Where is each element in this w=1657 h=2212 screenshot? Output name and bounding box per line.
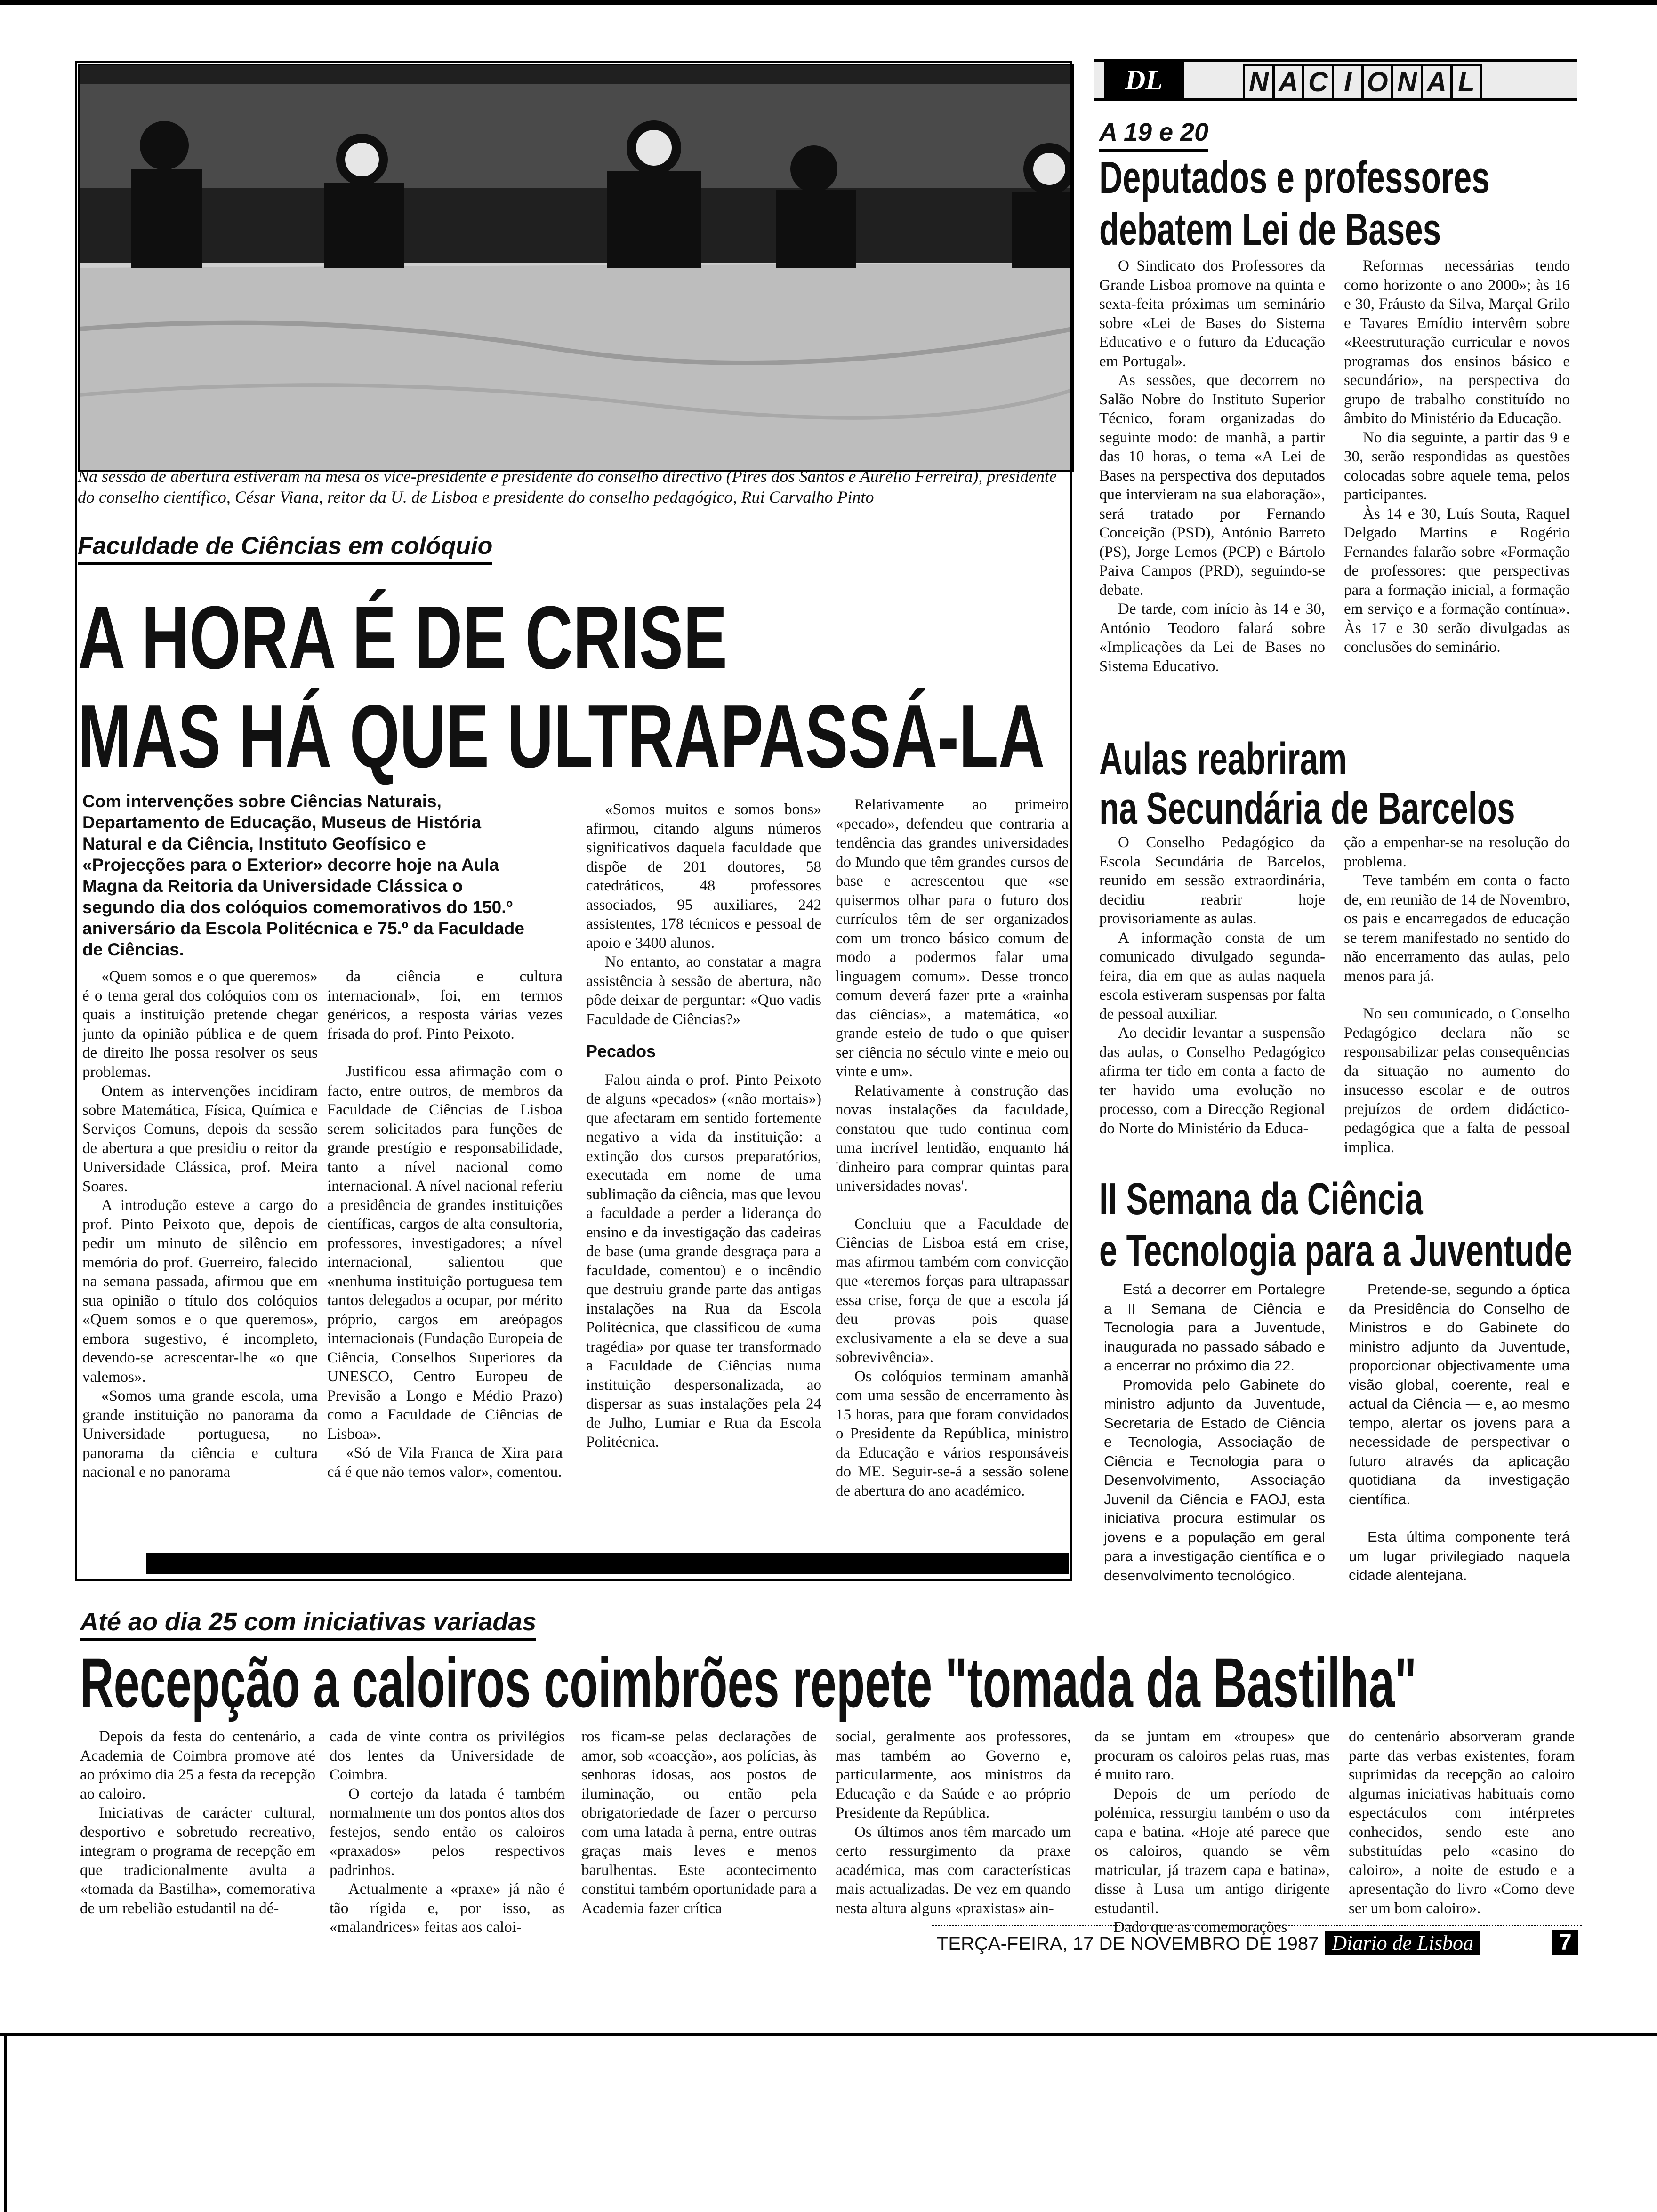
main-col-1 bbox=[82, 967, 318, 1482]
section-label-letters bbox=[1243, 64, 1480, 101]
story4-col1-p1: Está a decorrer em Portalegre a II Semana de Ciência e Tecnologia para a Juventude, inaugurada no passado sábado e a encerrar no próximo dia 22. bbox=[1104, 1281, 1325, 1374]
story5-col6-p1: do centenário absorveram grande parte das verbas existentes, foram suprimidas da recepção ao caloiro algumas iniciativas habituais como espectáculos com intérpretes conhecidos, sendo este ano substituídas pelo «casino do caloiro», a noite de estudo e a apresentação do livro «Como deve ser um bom caloiro». bbox=[1349, 1728, 1575, 1917]
story2-col1-p1: O Sindicato dos Professores da Grande Lisboa promove na quinta e sexta-feita próximas um seminário sobre «Lei de Bases do Sistema Educativo e o futuro da Educação em Portugal». bbox=[1099, 257, 1325, 370]
news-photo bbox=[78, 64, 1074, 472]
story4-col1-p2: Promovida pelo Gabinete do ministro adjunto da Juventude, Secretaria de Estado de Ciência e Tecnologia, Associação de Ciência e Tecnologia para o Desenvolvimento, Associação Juvenil da Ciência e FAOJ, esta iniciativa procura estimular os jovens e a população em geral para a investigação científica e o desenvolvimento tecnológico. bbox=[1104, 1376, 1325, 1584]
section-letter: A bbox=[1272, 64, 1304, 101]
main-kicker bbox=[78, 532, 492, 565]
footer-rule bbox=[932, 1925, 1582, 1926]
main-col3-p2: No entanto, ao constatar a magra assistência à sessão de abertura, não pôde deixar de perguntar: «Quo vadis Faculdade de Ciências?» bbox=[586, 954, 821, 1028]
main-col-4 bbox=[836, 795, 1069, 1500]
section-letter: C bbox=[1302, 64, 1334, 101]
main-col1-p4: «Somos uma grande escola, uma grande instituição no panorama da Universidade portuguesa, no panorama da ciência e cultura nacional e no panorama bbox=[82, 1387, 318, 1481]
story5-col4-p1: social, geralmente aos professores, mas também ao Governo e, particularmente, aos ministros da Educação e da Saúde e ao próprio Presidente da República. bbox=[836, 1728, 1071, 1821]
story2-col2-p2: No dia seguinte, a partir das 9 e 30, serão respondidas as questões colocadas sobre aquele tema, pelos participantes. bbox=[1344, 429, 1570, 503]
story5-col2-p1: cada de vinte contra os privilégios dos lentes da Universidade de Coimbra. bbox=[330, 1728, 565, 1783]
section-letter: N bbox=[1243, 64, 1275, 101]
footer bbox=[937, 1930, 1578, 1956]
main-col1-p1: «Quem somos e o que queremos» é o tema geral dos colóquios com os quais a instituição pretende chegar junto da opinião pública e de quem de direito lhe possa resolver os seus problemas. bbox=[82, 968, 318, 1081]
story2-headline-line2: debatem Lei de Bases bbox=[1099, 204, 1441, 255]
section-letter: L bbox=[1450, 64, 1482, 101]
story5-col2-p2: O cortejo da latada é também normalmente um dos pontos altos dos festejos, sendo então os caloiros «praxados» pelos respectivos padrinhos. bbox=[330, 1785, 565, 1879]
story5-col2-p3: Actualmente a «praxe» já não é tão rígida e, por isso, as «malandrices» feitas aos caloi- bbox=[330, 1881, 565, 1936]
story2-kicker-text: A 19 e 20 bbox=[1099, 118, 1208, 152]
story4-col-1 bbox=[1104, 1280, 1325, 1585]
main-col1-p2: Ontem as intervenções incidiram sobre Matemática, Física, Química e Serviços Comuns, depois da sessão de abertura a que presidiu o reitor da Universidade Clássica, prof. Meira Soares. bbox=[82, 1082, 318, 1195]
photo-caption: Na sessão de abertura estiveram na mesa os vice-presidente e presidente do conselho directivo (Pires dos Santos e Aurélio Ferreira), presidente do conselho científico, César Viana, reitor da U. de Lisboa e presidente do conselho pedagógico, Rui Carvalho Pinto bbox=[78, 467, 1057, 506]
story3-col2-p3: No seu comunicado, o Conselho Pedagógico declara não se responsabilizar pelas consequências da situação no aumento do insucesso escolar e de outros prejuízos de ordem didáctico-pedagógica que a falta de pessoal implica. bbox=[1344, 1005, 1570, 1156]
story5-col-1 bbox=[80, 1727, 315, 1918]
story5-col5-p3: Dado que as comemorações bbox=[1113, 1919, 1287, 1936]
main-story-bottom-bar bbox=[146, 1553, 1069, 1574]
story5-col1-p2: Iniciativas de carácter cultural, desportivo e sobretudo recreativo, integram o programa de recepção em que tradicionalmente avulta a «tomada da Bastilha», comemorativa de um rebelião estudantil na dé- bbox=[80, 1804, 315, 1917]
main-col-3 bbox=[586, 800, 821, 1452]
section-letter: A bbox=[1421, 64, 1453, 101]
section-letter: I bbox=[1332, 64, 1364, 101]
story5-kicker-text: Até ao dia 25 com iniciativas variadas bbox=[80, 1607, 536, 1641]
story4-headline-line1: II Semana da Ciência bbox=[1099, 1174, 1423, 1224]
section-letter: N bbox=[1391, 64, 1423, 101]
story2-col1-p3: De tarde, com início às 14 e 30, António Teodoro falará sobre «Implicações da Lei de Bases no Sistema Educativo. bbox=[1099, 601, 1325, 675]
story3-headline-line2: na Secundária de Barcelos bbox=[1099, 783, 1515, 834]
story3-col1-p1: O Conselho Pedagógico da Escola Secundária de Barcelos, reunido em sessão extraordinária, decidiu reabrir hoje provisoriamente as aulas. bbox=[1099, 834, 1325, 927]
main-col3-p1: «Somos muitos e somos bons» afirmou, citando alguns números significativos daquela faculdade que dispõe de 201 doutores, 58 catedráticos, 48 professores associados, 95 auxiliares, 242 assistentes, 178 técnicos e pessoal de apoio e 3400 alunos. bbox=[586, 801, 821, 952]
main-col4-p3: Concluiu que a Faculdade de Ciências de Lisboa está em crise, mas afirmou também com convicção que «teremos forças para ultrapassar essa crise, força de que a escola já deu provas pois quase exclusivamente a ela se deve a sua sobrevivência». bbox=[836, 1215, 1069, 1366]
main-col-2 bbox=[327, 967, 563, 1482]
story3-headline-line1: Aulas reabriram bbox=[1099, 734, 1347, 784]
story2-col1-p2: As sessões, que decorrem no Salão Nobre do Instituto Superior Técnico, foram organizadas do seguinte modo: de manhã, a partir das 10 horas, o tema «A Lei de Bases na perspectiva dos deputados que intervieram na sua elaboração», será tratado por Fernando Conceição (PSD), António Barreto (PS), Jorge Lemos (PCP) e Bártolo Paiva Campos (PRD), seguindo-se debate. bbox=[1099, 372, 1325, 599]
page-number: 7 bbox=[1552, 1930, 1578, 1955]
main-col1-p3: A introdução esteve a cargo do prof. Pinto Peixoto que, depois de pedir um minuto de silêncio em memória do prof. Guerreiro, falecido na semana passada, afirmou que em sua opinião o título dos colóquios «Quem somos e o que queremos», embora sugestivo, é incompleto, devendo-se acrescentar-lhe «o que valemos». bbox=[82, 1197, 318, 1386]
story3-col1-p3: Ao decidir levantar a suspensão das aulas, o Conselho Pedagógico afirma ter tido em conta a facto de ter havido uma evolução no processo, com a Direcção Regional do Norte do Ministério da Educa- bbox=[1099, 1025, 1325, 1137]
story2-col-2 bbox=[1344, 256, 1570, 657]
story5-col5-p1: da se juntam em «troupes» que procuram os caloiros pelas ruas, mas é muito raro. bbox=[1094, 1728, 1330, 1783]
footer-brand: Diario de Lisboa bbox=[1325, 1931, 1480, 1955]
story4-col-2 bbox=[1349, 1280, 1570, 1585]
main-col2-p3: «Só de Vila Franca de Xira para cá é que não temos valor», comentou. bbox=[327, 1444, 563, 1481]
story4-col2-p1: Pretende-se, segundo a óptica da Presidência do Conselho de Ministros e do Gabinete do ministro adjunto da Juventude, proporcionar objectivamente uma visão global, coerente, real e actual da Ciência — e, ao mesmo tempo, alertar os jovens para a necessidade de perspectivar o futuro através da aplicação quotidiana da investigação científica. bbox=[1349, 1281, 1570, 1507]
story5-col1-p1: Depois da festa do centenário, a Academia de Coimbra promove até ao próximo dia 25 a festa da recepção ao caloiro. bbox=[80, 1728, 315, 1803]
page-bottom-rule bbox=[0, 2033, 1657, 2036]
page-left-edge bbox=[4, 2033, 7, 2212]
story5-col-3 bbox=[581, 1727, 817, 1918]
story5-col4-p2: Os últimos anos têm marcado um certo ressurgimento da praxe académica, mas com características mais actualizadas. De vez em quando nesta altura alguns «praxistas» ain- bbox=[836, 1823, 1071, 1917]
story5-kicker bbox=[80, 1607, 536, 1641]
story2-col-1 bbox=[1099, 256, 1325, 676]
main-col4-p1: Relativamente ao primeiro «pecado», defendeu que contraria a tendência das grandes universidades do Mundo que têm grandes cursos de base e acrescentou que «se quisermos olhar para o futuro dos currículos têm de ser organizados com um tronco básico comum de modo a podermos falar uma linguagem comum». Desse tronco comum deverá fazer prte a «rainha das ciências», a matemática, «o grande esteio de tudo o que quiser ser ciência no século vinte e meio ou vinte e um». bbox=[836, 796, 1069, 1080]
story5-col5-p2: Depois de um período de polémica, ressurgiu também o uso da capa e batina. «Hoje até parece que os caloiros, quando se vêm matricular, já trazem capa e batina», disse à Lusa um antigo dirigente estudantil. bbox=[1094, 1785, 1330, 1917]
main-col4-p4: Os colóquios terminam amanhã com uma sessão de encerramento às 15 horas, para que foram convidados o Presidente da República, ministro da Educação e vários responsáveis do ME. Seguir-se-á a sessão solene de abertura do ano académico. bbox=[836, 1368, 1069, 1499]
story4-col2-p2: Esta última componente terá um lugar privilegiado naquela cidade alentejana. bbox=[1349, 1529, 1570, 1583]
main-col4-p2: Relativamente à construção das novas instalações da faculdade, constatou que tudo continua com uma incrível lentidão, enquanto há 'dinheiro para comprar quintas para universidades novas'. bbox=[836, 1082, 1069, 1194]
footer-date: TERÇA-FEIRA, 17 DE NOVEMBRO DE 1987 bbox=[937, 1933, 1319, 1954]
section-logo: DL bbox=[1104, 62, 1184, 98]
main-headline-line1: A HORA É DE CRISE bbox=[78, 588, 728, 688]
story2-kicker bbox=[1099, 118, 1208, 152]
story3-col2-p2: Teve também em conta o facto de, em reunião de 14 de Novembro, os pais e encarregados de educação se terem manifestado no sentido do não encerramento das aulas, pelo menos para já. bbox=[1344, 872, 1570, 985]
story5-col3-p1: ros ficam-se pelas declarações de amor, sob «coacção», aos polícias, às senhoras idosas, aos postos de iluminação, ou então pela obrigatoriedade de fazer o percurso com uma latada à perna, entre outras graças mais leves e menos barulhentas. Este acontecimento constitui também oportunidade para a Academia fazer crítica bbox=[581, 1728, 817, 1917]
main-headline-line2: MAS HÁ QUE ULTRAPASSÁ-LA bbox=[78, 687, 1045, 786]
main-col3-p3: Falou ainda o prof. Pinto Peixoto de alguns «pecados» («não mortais») que afectaram em sentido fortemente negativo a vida da instituição: a extinção dos cursos preparatórios, executada em nome de uma sublimação da ciência, mas que levou a faculdade a perder a liderança do ensino e da investigação das cadeiras de base (uma grande desgraça para a faculdade, comentou) e o incêndio que destruiu grande parte das antigas instalações na Rua da Escola Politécnica, que classificou de «uma tragédia» por quase ter transformado a Faculdade de Ciências numa instituição despersonalizada, ao dispersar as suas instalações pela 24 de Julho, Lumiar e Rua da Escola Politécnica. bbox=[586, 1071, 821, 1451]
panel-photo-illustration bbox=[80, 65, 1072, 470]
story3-col-1 bbox=[1099, 833, 1325, 1138]
subhead-pecados: Pecados bbox=[586, 1042, 656, 1061]
main-col2-p1: da ciência e cultura internacional», foi, em termos genéricos, a resposta várias vezes frisada do prof. Pinto Peixoto. bbox=[327, 968, 563, 1042]
story5-headline: Recepção a caloiros coimbrões repete "tomada da Bastilha" bbox=[80, 1643, 1417, 1722]
story2-col2-p3: Às 14 e 30, Luís Souta, Raquel Delgado Martins e Rogério Fernandes falarão sobre «Formação de professores: que perspectivas para a formação inicial, a formação em serviço e a formação contínua». Às 17 e 30 serão divulgadas as conclusões do seminário. bbox=[1344, 505, 1570, 656]
story5-col-4 bbox=[836, 1727, 1071, 1918]
story3-col2-p1: ção a empenhar-se na resolução do problema. bbox=[1344, 834, 1570, 870]
main-kicker-text: Faculdade de Ciências em colóquio bbox=[78, 532, 492, 565]
main-col2-p2: Justificou essa afirmação com o facto, entre outros, de membros da Faculdade de Ciências de Lisboa serem solicitados para funções de grande prestígio e responsabilidade, tanto a nível nacional como internacional. A nível nacional referiu a presidência de grandes instituições científicas, cargos de alta consultoria, professores, investigadores; a nível internacional, salientou que «nenhuma instituição portuguesa tem tantos delegados a ocupar, por mérito próprio, cargos em areópagos internacionais (Fundação Europeia de Ciência, Conselhos Superiores da UNESCO, Centro Europeu de Previsão a Longo e Médio Prazo) como a Faculdade de Ciências de Lisboa». bbox=[327, 1063, 563, 1443]
story4-headline-line2: e Tecnologia para a Juventude bbox=[1099, 1226, 1573, 1276]
story5-col-6 bbox=[1349, 1727, 1575, 1918]
story2-headline-line1: Deputados e professores bbox=[1099, 152, 1490, 203]
section-letter: O bbox=[1361, 64, 1393, 101]
story2-col2-p1: Reformas necessárias tendo como horizonte o ano 2000»; às 16 e 30, Fráusto da Silva, Marçal Grilo e Tavares Emídio intervêm sobre «Reestruturação curricular e novos programas dos ensinos básico e secundário», na perspectiva do grupo de trabalho constituído no âmbito do Ministério da Educação. bbox=[1344, 257, 1570, 427]
top-rule bbox=[0, 0, 1657, 5]
story5-col-5 bbox=[1094, 1727, 1330, 1937]
story3-col-2 bbox=[1344, 833, 1570, 1157]
story5-col-2 bbox=[330, 1727, 565, 1937]
story3-col1-p2: A informação consta de um comunicado divulgado segunda-feira, dia em que as aulas naquela escola estiveram suspensas por falta de pessoal auxiliar. bbox=[1099, 929, 1325, 1023]
main-lead: Com intervenções sobre Ciências Naturais, Departamento de Educação, Museus de História Natural e da Ciência, Instituto Geofísico e «Projecções para o Exterior» decorre hoje na Aula Magna da Reitoria da Universidade Clássica o segundo dia dos colóquios comemorativos do 150.º aniversário da Escola Politécnica e 75.º da Faculdade de Ciências. bbox=[82, 792, 524, 959]
